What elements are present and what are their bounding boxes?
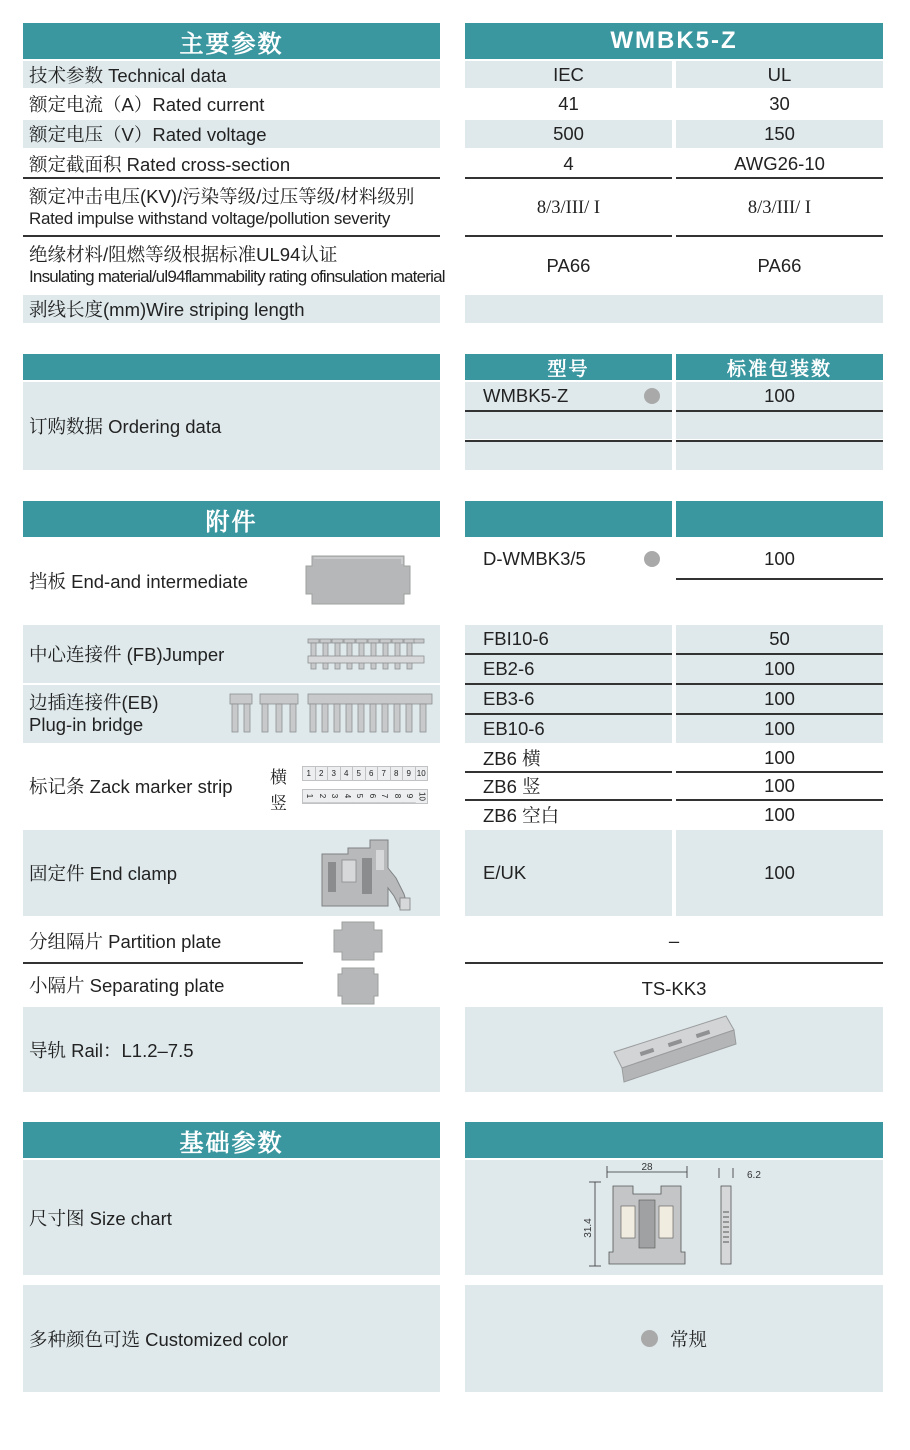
eb3-item: EB3-6 <box>465 685 672 713</box>
rated-current-label: 额定电流（A）Rated current <box>23 90 440 118</box>
marker-cell: 4 <box>341 767 354 780</box>
end-plate-item-name: D-WMBK3/5 <box>483 548 586 569</box>
end-plate-image <box>304 552 412 608</box>
zb6-vertical-item: ZB6 竖 <box>465 773 672 798</box>
marker-cell: 9 <box>403 790 416 803</box>
end-clamp-qty: 100 <box>676 830 883 916</box>
rated-voltage-label: 额定电压（V）Rated voltage <box>23 120 440 148</box>
impulse-label-cn: 额定冲击电压(KV)/污染等级/过压等级/材料级别 <box>29 186 415 207</box>
zb6-blank-qty: 100 <box>676 802 883 827</box>
plug-bridge-image <box>228 690 434 738</box>
marker-cell: 2 <box>315 790 328 803</box>
marker-cell: 1 <box>303 790 316 803</box>
eb3-qty: 100 <box>676 685 883 713</box>
ordering-empty-row <box>676 412 883 439</box>
marker-cell: 2 <box>316 767 329 780</box>
thickness-dimension: 6.2 <box>747 1170 761 1181</box>
jumper-label: 中心连接件 (FB)Jumper <box>23 625 440 683</box>
end-plate-item <box>465 540 672 578</box>
zb6-horizontal-item: ZB6 横 <box>465 745 672 770</box>
ordering-label: 订购数据 Ordering data <box>23 382 440 470</box>
cross-section-iec: 4 <box>465 150 672 177</box>
marker-strip-vertical <box>302 789 428 804</box>
marker-cell: 3 <box>328 790 341 803</box>
main-params-header: 主要参数 <box>23 23 440 59</box>
color-option-label: 常规 <box>669 1328 707 1350</box>
marker-cell: 5 <box>353 767 366 780</box>
tech-data-label: 技术参数 Technical data <box>23 61 440 88</box>
impulse-label <box>23 181 440 235</box>
color-option-cell <box>465 1285 883 1392</box>
jumper-qty: 50 <box>676 625 883 653</box>
end-plate-label: 挡板 End-and intermediate <box>23 540 440 622</box>
end-plate-qty: 100 <box>676 540 883 578</box>
ordering-item-name: WMBK5-Z <box>483 385 569 406</box>
rated-current-ul: 30 <box>676 90 883 118</box>
marker-vertical-label: 竖 <box>270 794 287 813</box>
impulse-ul: 8/3/III/ I <box>676 181 883 235</box>
insulation-label <box>23 239 445 293</box>
marker-horizontal-label: 横 <box>270 768 287 787</box>
separating-label: 小隔片 Separating plate <box>23 965 323 1005</box>
gray-color-dot <box>644 551 660 567</box>
end-clamp-image <box>318 838 412 912</box>
eb2-qty: 100 <box>676 655 883 683</box>
ordering-empty-row <box>465 412 672 439</box>
marker-strip-horizontal <box>302 766 428 781</box>
jumper-image <box>306 636 426 674</box>
zb6-horizontal-qty: 100 <box>676 745 883 770</box>
marker-cell: 7 <box>378 790 391 803</box>
separating-value: TS-KK3 <box>465 975 883 1003</box>
ordering-qty: 100 <box>676 382 883 410</box>
cross-section-ul: AWG26-10 <box>676 150 883 177</box>
ordering-item <box>465 382 672 410</box>
gray-color-swatch <box>641 1330 658 1347</box>
size-chart-drawing <box>575 1160 775 1275</box>
iec-header: IEC <box>465 61 672 88</box>
size-chart-label: 尺寸图 Size chart <box>23 1160 440 1275</box>
ordering-empty-row <box>676 442 883 470</box>
insulation-label-en: Insulating material/ul94flammability rating ofinsulation material <box>29 267 445 286</box>
wire-strip-label: 剥线长度(mm)Wire striping length <box>23 295 440 323</box>
marker-cell: 7 <box>378 767 391 780</box>
accessories-col-header <box>465 501 672 537</box>
marker-cell: 10 <box>416 769 426 778</box>
accessories-header: 附件 <box>23 501 440 537</box>
marker-label: 标记条 Zack marker strip <box>23 745 440 827</box>
basic-col-header <box>465 1122 883 1158</box>
ordering-empty-row <box>465 442 672 470</box>
marker-cell: 1 <box>303 767 316 780</box>
impulse-label-en: Rated impulse withstand voltage/pollution severity <box>29 209 391 228</box>
end-clamp-item: E/UK <box>465 830 672 916</box>
marker-cell: 5 <box>353 790 366 803</box>
plug-bridge-label-cn: 边插连接件(EB) <box>29 692 159 713</box>
eb10-qty: 100 <box>676 715 883 743</box>
rail-label: 导轨 Rail：L1.2–7.5 <box>23 1007 440 1092</box>
eb10-item: EB10-6 <box>465 715 672 743</box>
partition-plate-image <box>332 920 384 962</box>
rated-current-iec: 41 <box>465 90 672 118</box>
product-header: WMBK5-Z <box>465 23 883 59</box>
ordering-header-bar <box>23 354 440 380</box>
insulation-label-cn: 绝缘材料/阻燃等级根据标准UL94认证 <box>29 244 338 265</box>
marker-cell: 8 <box>390 790 403 803</box>
insulation-ul: PA66 <box>676 239 883 293</box>
marker-cell: 4 <box>340 790 353 803</box>
jumper-item: FBI10-6 <box>465 625 672 653</box>
marker-cell: 6 <box>365 790 378 803</box>
basic-header: 基础参数 <box>23 1122 440 1158</box>
zb6-blank-item: ZB6 空白 <box>465 802 672 827</box>
marker-cell: 6 <box>366 767 379 780</box>
gray-color-dot <box>644 388 660 404</box>
separating-plate-image <box>336 966 380 1006</box>
color-label: 多种颜色可选 Customized color <box>23 1285 440 1392</box>
marker-cell: 3 <box>328 767 341 780</box>
partition-value: – <box>465 919 883 962</box>
marker-cell: 9 <box>403 767 416 780</box>
ul-header: UL <box>676 61 883 88</box>
width-dimension: 28 <box>641 1162 653 1173</box>
eb2-item: EB2-6 <box>465 655 672 683</box>
col-pack-header: 标准包装数 <box>676 354 883 380</box>
impulse-iec: 8/3/III/ I <box>465 181 672 235</box>
rated-voltage-iec: 500 <box>465 120 672 148</box>
zb6-vertical-qty: 100 <box>676 773 883 798</box>
insulation-iec: PA66 <box>465 239 672 293</box>
partition-label: 分组隔片 Partition plate <box>23 919 303 962</box>
cross-section-label: 额定截面积 Rated cross-section <box>23 150 440 177</box>
height-dimension: 31.4 <box>583 1218 594 1238</box>
plug-bridge-label-en: Plug-in bridge <box>29 714 144 735</box>
col-model-header: 型号 <box>465 354 672 380</box>
marker-cell: 10 <box>416 792 426 801</box>
marker-cell: 8 <box>391 767 404 780</box>
rated-voltage-ul: 150 <box>676 120 883 148</box>
accessories-col-header <box>676 501 883 537</box>
end-clamp-label: 固定件 End clamp <box>23 830 440 916</box>
wire-strip-value <box>465 295 883 323</box>
rail-image <box>610 1012 740 1086</box>
